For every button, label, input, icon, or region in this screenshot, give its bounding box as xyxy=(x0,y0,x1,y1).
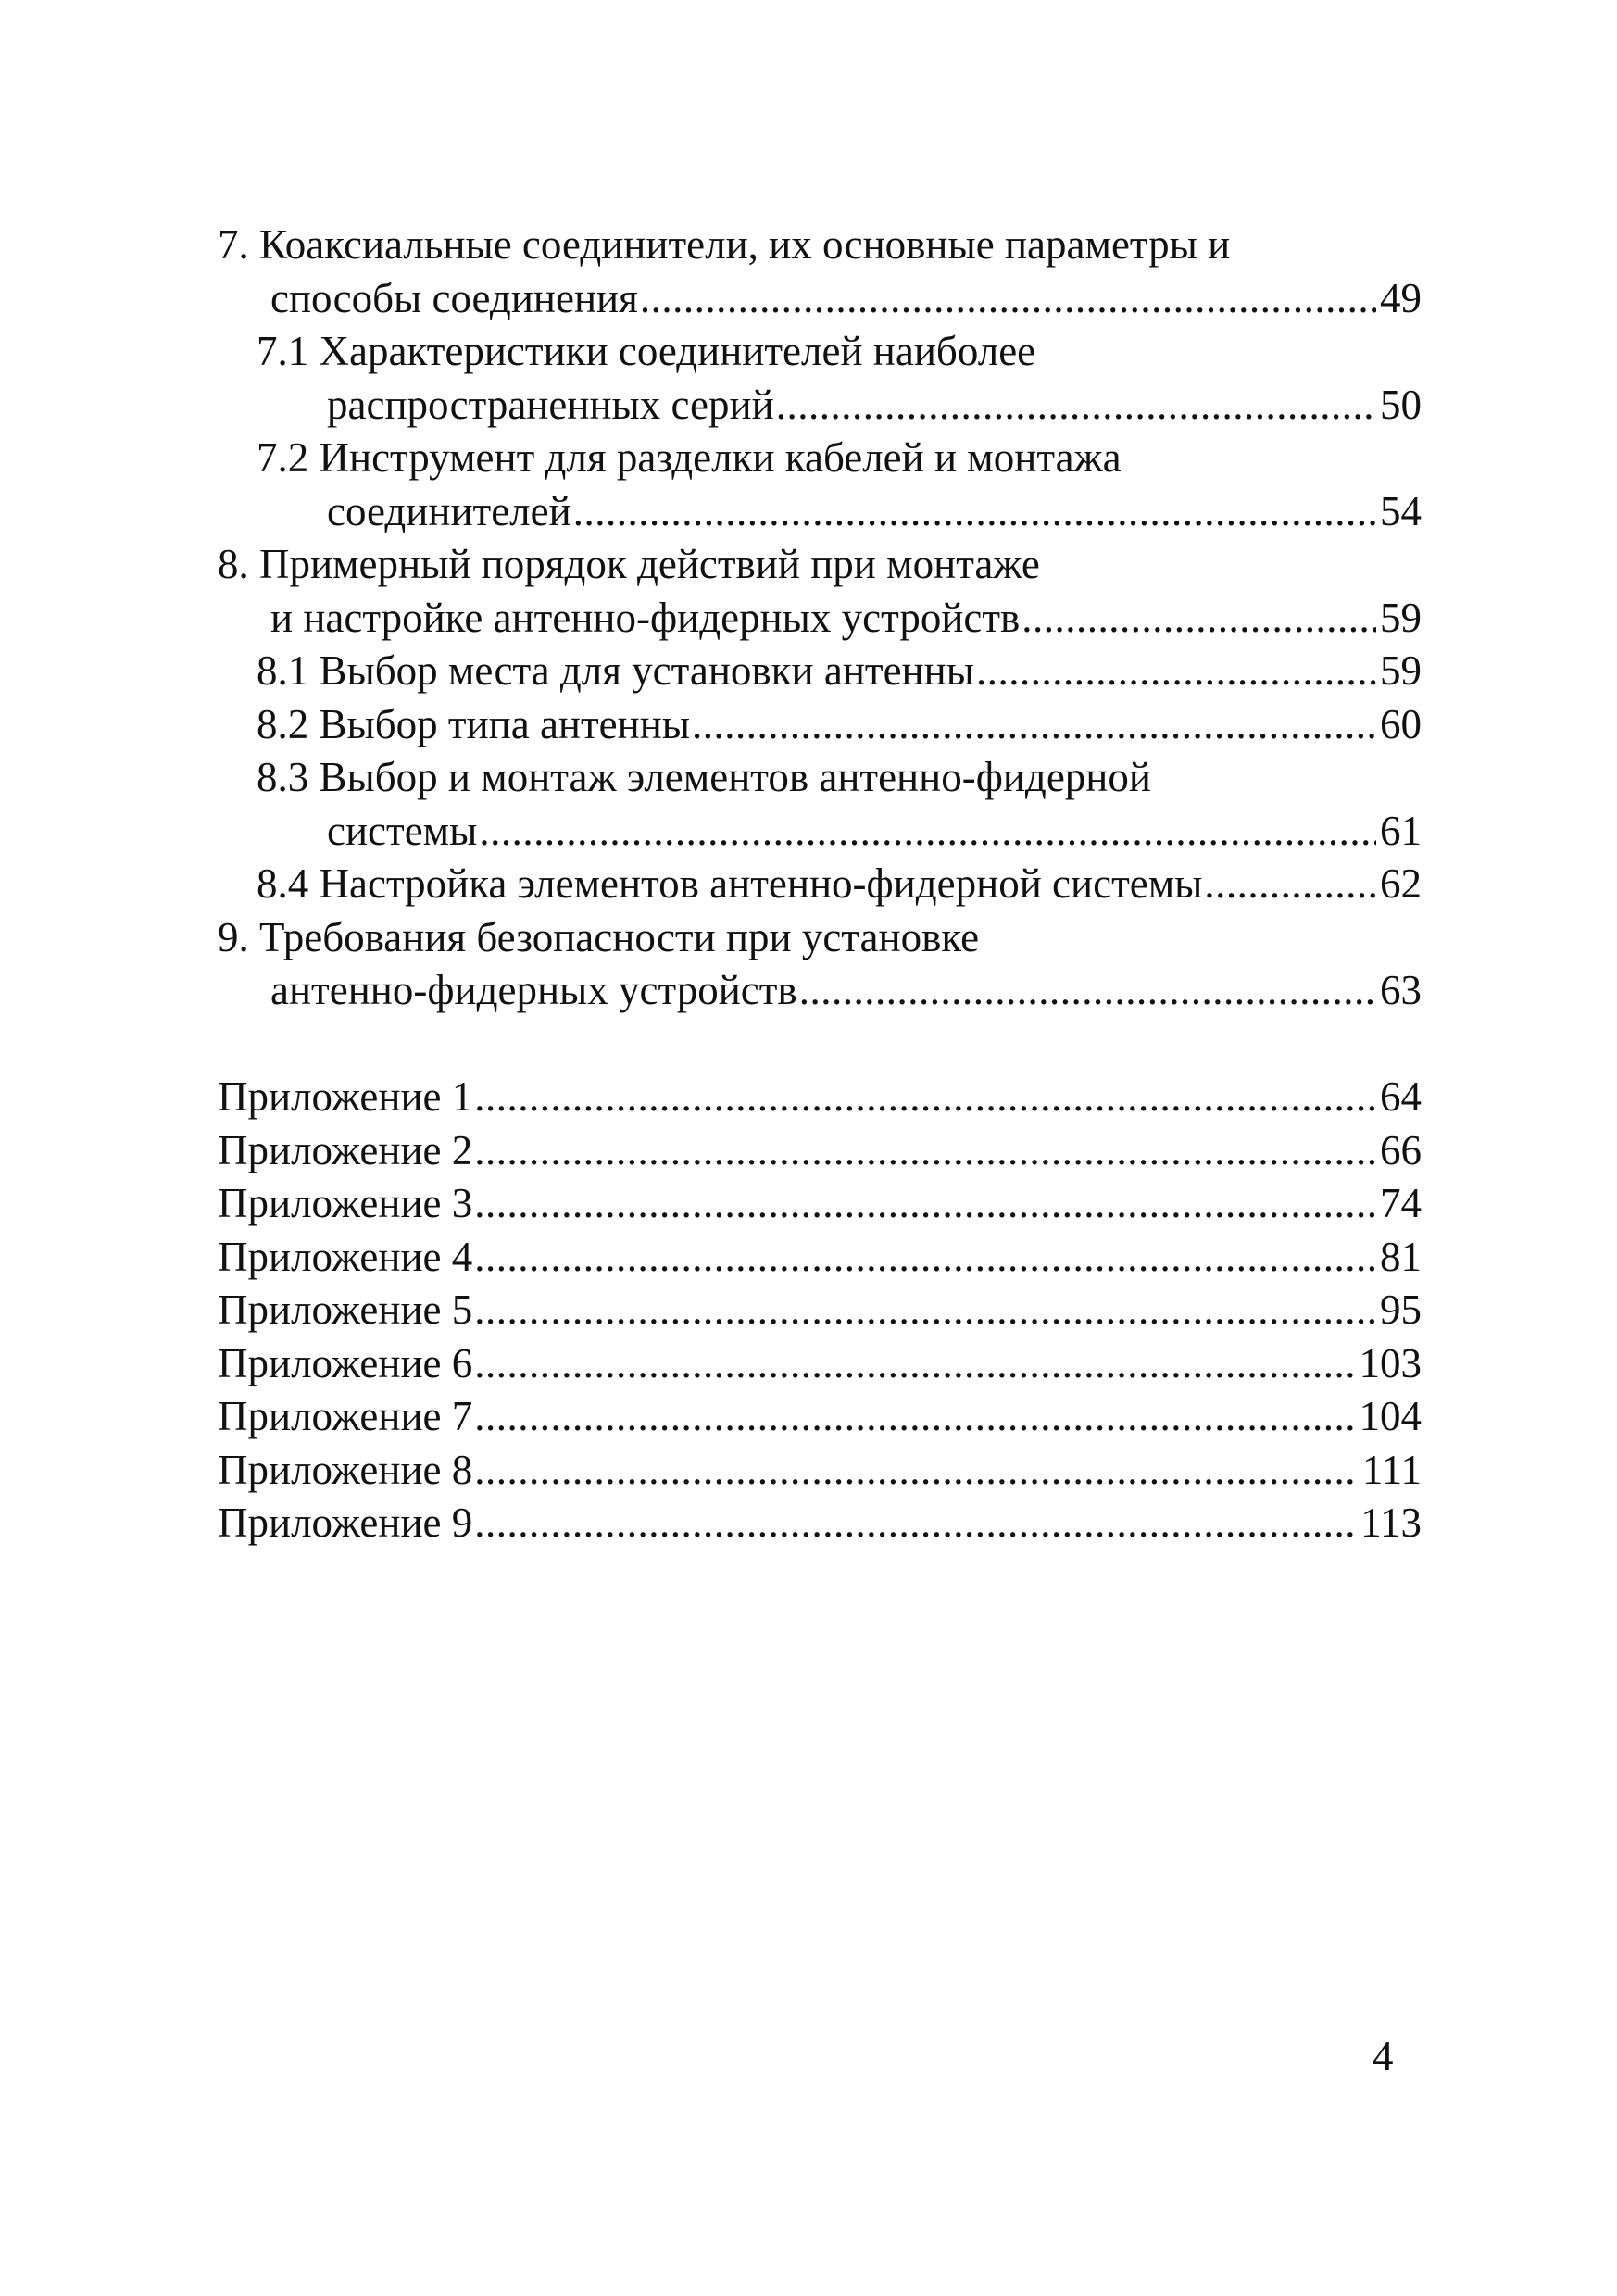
toc-entry-text: 8.3 Выбор и монтаж элементов антенно-фидерной xyxy=(257,754,1151,800)
section-spacer xyxy=(218,1018,1422,1072)
toc-page-number: 74 xyxy=(1380,1180,1422,1226)
dot-leader xyxy=(976,645,1376,698)
toc-page-number: 49 xyxy=(1380,274,1422,321)
toc-entry-7-1-line-1 xyxy=(218,325,1422,379)
dot-leader xyxy=(474,1390,1355,1444)
toc-entry-9-line-2 xyxy=(218,964,1422,1018)
dot-leader xyxy=(474,1497,1357,1550)
toc-appendix-9 xyxy=(218,1497,1422,1550)
dot-leader xyxy=(474,1071,1376,1124)
toc-appendix-1 xyxy=(218,1071,1422,1124)
toc-entry-text: 8.1 Выбор места для установки антенны xyxy=(257,647,974,694)
toc-page-number: 103 xyxy=(1359,1339,1422,1386)
toc-page-number: 66 xyxy=(1380,1126,1422,1173)
toc-page-number: 95 xyxy=(1380,1286,1422,1333)
toc-page-number: 59 xyxy=(1380,594,1422,641)
dot-leader xyxy=(799,964,1376,1018)
dot-leader xyxy=(1022,592,1376,646)
toc-entry-text: 8. Примерный порядок действий при монтаже xyxy=(218,541,1040,587)
dot-leader xyxy=(474,1124,1376,1178)
dot-leader xyxy=(573,485,1376,539)
toc-appendix-2 xyxy=(218,1124,1422,1178)
toc-page-number: 63 xyxy=(1380,967,1422,1013)
toc-appendix-label: Приложение 6 xyxy=(218,1339,473,1386)
toc-page-number: 50 xyxy=(1380,381,1422,428)
dot-leader xyxy=(474,1231,1376,1285)
toc-entry-text: 9. Требования безопасности при установке xyxy=(218,913,980,960)
toc-page-number: 104 xyxy=(1359,1393,1422,1439)
toc-entry-8-3-line-1 xyxy=(218,751,1422,805)
toc-appendix-label: Приложение 2 xyxy=(218,1126,473,1173)
toc-appendix-4 xyxy=(218,1231,1422,1285)
toc-appendix-label: Приложение 5 xyxy=(218,1286,473,1333)
toc-entry-text: 8.4 Настройка элементов антенно-фидерной системы xyxy=(257,860,1203,907)
toc-entry-text: и настройке антенно-фидерных устройств xyxy=(270,594,1021,641)
dot-leader xyxy=(776,379,1376,433)
toc-entry-8-line-2 xyxy=(218,592,1422,646)
toc-page-number: 111 xyxy=(1361,1446,1422,1493)
toc-entry-text: соединителей xyxy=(327,487,571,534)
toc-entry-text: системы xyxy=(327,807,478,854)
toc-page-number: 59 xyxy=(1380,647,1422,694)
toc-entry-text: 7.2 Инструмент для разделки кабелей и монтажа xyxy=(257,434,1122,481)
toc-entry-8-line-1 xyxy=(218,538,1422,592)
toc-appendix-6 xyxy=(218,1337,1422,1391)
toc-entry-8-3-line-2 xyxy=(218,805,1422,859)
toc-appendix-label: Приложение 8 xyxy=(218,1446,473,1493)
toc-entry-text: 7.1 Характеристики соединителей наиболее xyxy=(257,328,1036,374)
toc-entry-8-1 xyxy=(218,645,1422,698)
toc-page-number: 81 xyxy=(1380,1233,1422,1280)
toc-page-number: 62 xyxy=(1380,860,1422,907)
toc-appendix-5 xyxy=(218,1284,1422,1337)
dot-leader xyxy=(1204,858,1376,911)
dot-leader xyxy=(692,698,1376,752)
toc-entry-7-1-line-2 xyxy=(218,379,1422,433)
toc-page-number: 61 xyxy=(1380,807,1422,854)
toc-appendix-label: Приложение 1 xyxy=(218,1073,473,1120)
dot-leader xyxy=(474,1444,1359,1498)
toc-appendix-8 xyxy=(218,1444,1422,1498)
toc-entry-8-4 xyxy=(218,858,1422,911)
toc-entry-text: 8.2 Выбор типа антенны xyxy=(257,700,691,747)
toc-page-number: 113 xyxy=(1360,1499,1422,1546)
toc-entry-7-line-1 xyxy=(218,219,1422,272)
toc-entry-7-2-line-2 xyxy=(218,485,1422,539)
toc-entry-9-line-1 xyxy=(218,911,1422,965)
toc-appendix-label: Приложение 7 xyxy=(218,1393,473,1439)
toc-entry-text: 7. Коаксиальные соединители, их основные параметры и xyxy=(218,221,1231,268)
toc-page-number: 64 xyxy=(1380,1073,1422,1120)
toc-entry-text: распространенных серий xyxy=(327,381,774,428)
dot-leader xyxy=(474,1177,1376,1231)
dot-leader xyxy=(474,1337,1355,1391)
dot-leader xyxy=(479,805,1376,859)
dot-leader xyxy=(474,1284,1376,1337)
toc-appendix-label: Приложение 4 xyxy=(218,1233,473,1280)
toc-appendix-label: Приложение 9 xyxy=(218,1499,473,1546)
dot-leader xyxy=(640,272,1376,326)
toc-entry-text: способы соединения xyxy=(270,274,638,321)
toc-entry-7-line-2 xyxy=(218,272,1422,326)
toc-appendix-3 xyxy=(218,1177,1422,1231)
toc-appendix-label: Приложение 3 xyxy=(218,1180,473,1226)
table-of-contents xyxy=(218,219,1422,1550)
toc-entry-8-2 xyxy=(218,698,1422,752)
page-number: 4 xyxy=(1373,2033,1394,2079)
toc-entry-7-2-line-1 xyxy=(218,432,1422,485)
toc-entry-text: антенно-фидерных устройств xyxy=(270,967,797,1013)
toc-page-number: 60 xyxy=(1380,700,1422,747)
toc-page-number: 54 xyxy=(1380,487,1422,534)
toc-appendix-7 xyxy=(218,1390,1422,1444)
